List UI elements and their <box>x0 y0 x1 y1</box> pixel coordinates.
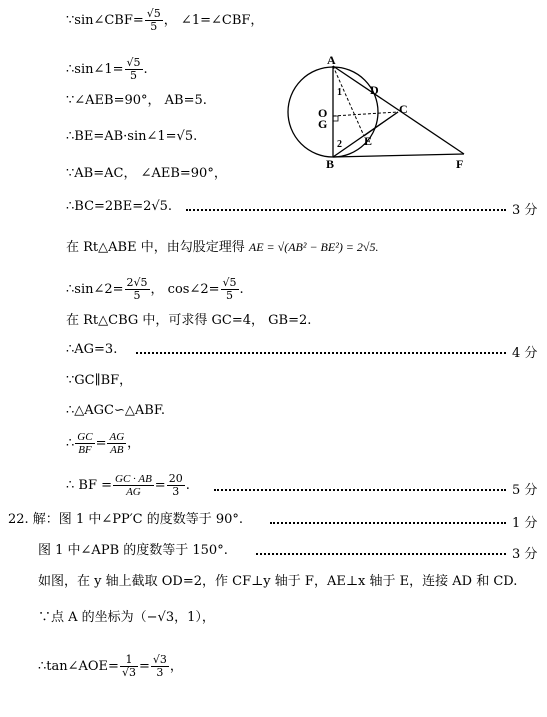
line-ag: ∴AG=3. <box>66 342 118 357</box>
label-b: B <box>326 157 335 171</box>
denominator: 3 <box>172 485 180 498</box>
text: . <box>185 478 190 493</box>
label-a: A <box>327 53 336 67</box>
text: ， ∠1=∠CBF， <box>163 13 264 28</box>
denominator: BF <box>78 444 92 456</box>
numerator: GC · AB <box>115 473 152 485</box>
text: ∴sin∠2= <box>66 282 124 297</box>
line-similar: ∴△AGC∽△ABF. <box>66 403 165 418</box>
line-ab-ac: ∵AB=AC， ∠AEB=90°， <box>66 166 227 181</box>
text: . <box>143 62 148 77</box>
score-label: 3 分 <box>512 547 538 562</box>
denominator: 3 <box>156 666 164 679</box>
segment-ec <box>364 112 398 136</box>
denominator: √3 <box>121 666 136 679</box>
label-g: G <box>318 117 328 131</box>
text: = <box>138 659 150 674</box>
numerator: 2√5 <box>126 276 148 289</box>
line-aeb-90: ∵∠AEB=90°， AB=5. <box>66 93 207 108</box>
denominator: AG <box>126 486 141 498</box>
label-f: F <box>456 157 464 171</box>
text: 在 Rt△ABE 中，由勾股定理得 <box>66 240 245 255</box>
text: ∴sin∠1= <box>66 62 124 77</box>
numerator: √5 <box>146 7 161 20</box>
text: = <box>154 478 166 493</box>
denominator: 5 <box>130 69 138 82</box>
text: ， <box>169 659 183 674</box>
score-label: 5 分 <box>512 483 538 498</box>
numerator: 1 <box>120 654 138 667</box>
label-d: D <box>370 83 379 97</box>
numerator: √3 <box>152 653 167 666</box>
text: ∴tan∠AOE= <box>38 659 119 674</box>
text: ∴ BF = <box>66 478 113 493</box>
label-angle-1: 1 <box>337 87 342 98</box>
text: ， cos∠2= <box>150 282 220 297</box>
numerator: √5 <box>126 56 141 69</box>
segment-bf <box>333 154 464 157</box>
score-label: 3 分 <box>512 203 538 218</box>
line-parallel: ∵GC∥BF， <box>66 373 133 388</box>
denominator: 5 <box>133 289 141 302</box>
line-q22-answer1: 22. 解：图 1 中∠PP′C 的度数等于 90°. <box>8 512 244 527</box>
line-construction: 如图，在 y 轴上截取 OD=2，作 CF⊥y 轴于 F，AE⊥x 轴于 E，连接 AD 和 CD. <box>38 574 518 589</box>
text: . <box>239 282 244 297</box>
numerator: 20 <box>168 472 183 485</box>
line-cbg: 在 Rt△CBG 中，可求得 GC=4， GB=2. <box>66 313 312 328</box>
numerator: √5 <box>222 276 237 289</box>
line-be: ∴BE=AB·sin∠1=√5. <box>66 129 198 144</box>
text: ∴ <box>66 436 75 451</box>
right-angle-mark <box>333 116 338 121</box>
text: ∵sin∠CBF= <box>66 13 144 28</box>
line-bc: ∴BC=2BE=2√5. <box>66 199 173 214</box>
line-point-a: ∵点 A 的坐标为（−√3，1）， <box>38 610 215 625</box>
score-label: 1 分 <box>512 516 538 531</box>
denominator: AB <box>110 444 124 456</box>
segment-gc <box>333 112 398 116</box>
label-e: E <box>364 134 373 148</box>
label-c: C <box>399 102 408 116</box>
numerator: GC <box>77 431 93 443</box>
denominator: 5 <box>150 20 158 33</box>
denominator: 5 <box>226 289 234 302</box>
score-label: 4 分 <box>512 346 538 361</box>
label-angle-2: 2 <box>337 139 342 150</box>
label-o: O <box>318 106 328 120</box>
text: = <box>95 436 107 451</box>
equation: AE = √(AB² − BE²) = 2√5. <box>248 240 379 254</box>
text: ， <box>127 436 141 451</box>
numerator: AG <box>109 431 125 443</box>
line-q22-answer2: 图 1 中∠APB 的度数等于 150°. <box>38 543 228 558</box>
